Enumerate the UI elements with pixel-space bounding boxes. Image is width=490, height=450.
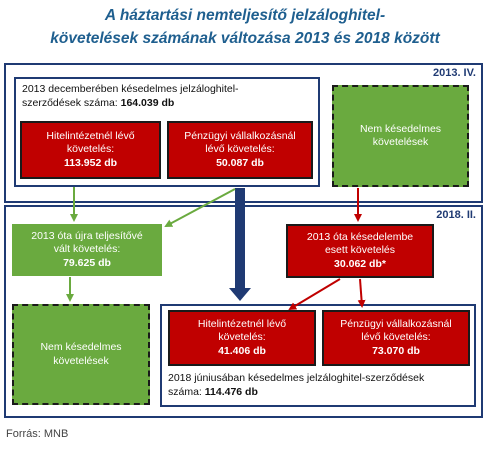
arrow-new-late-to-financial xyxy=(360,279,362,306)
main-flow-arrow xyxy=(229,188,251,301)
period-label-2018: 2018. II. xyxy=(436,209,476,221)
period-label-2013: 2013. IV. xyxy=(432,67,476,79)
financial-enterprise-2018-line-2: lévő követelés: xyxy=(361,331,431,344)
new-late-line-1: 2013 óta késedelembe xyxy=(306,230,414,243)
financial-enterprise-2013-value: 50.087 db xyxy=(216,156,264,169)
not-late-2013-line-1: Nem késedelmes xyxy=(359,122,442,135)
summary-2013-line-1: 2013 decemberében késedelmes jelzáloghitel- xyxy=(22,83,239,95)
arrow-financial-to-performing xyxy=(166,189,235,226)
credit-institution-2018-line-2: követelés: xyxy=(218,331,266,344)
title-line-2: követelések számának változása 2013 és 2018 között xyxy=(50,30,440,47)
financial-enterprise-2013-line-1: Pénzügyi vállalkozásnál xyxy=(184,129,296,142)
summary-2018-value: 114.476 db xyxy=(204,386,258,398)
credit-institution-2018-line-1: Hitelintézetnél lévő xyxy=(197,317,287,330)
credit-institution-2018-value: 41.406 db xyxy=(218,344,266,357)
financial-enterprise-2018-line-1: Pénzügyi vállalkozásnál xyxy=(340,317,452,330)
arrow-new-late-to-credit xyxy=(290,279,340,309)
financial-enterprise-2018-value: 73.070 db xyxy=(372,344,420,357)
credit-institution-2013-value: 113.952 db xyxy=(63,156,118,169)
not-late-2018-line-2: követelések xyxy=(53,354,109,367)
summary-2013-prefix: szerződések száma: xyxy=(22,97,121,109)
credit-institution-2013-line-2: követelés: xyxy=(66,143,115,156)
not-late-2018-line-1: Nem késedelmes xyxy=(40,341,122,353)
performing-again-value: 79.625 db xyxy=(63,256,111,269)
financial-enterprise-2013-line-2: lévő követelés: xyxy=(205,143,275,156)
source-note: Forrás: MNB xyxy=(6,428,69,440)
new-late-value: 30.062 db* xyxy=(334,257,386,270)
performing-again-line-2: vált követelés: xyxy=(53,243,121,256)
not-late-2013-line-2: követelések xyxy=(372,136,429,148)
summary-2018-line-1: 2018 júniusában késedelmes jelzáloghitel-szerződések xyxy=(168,372,425,384)
title-line-1: A háztartási nemteljesítő jelzáloghitel- xyxy=(104,7,386,24)
new-late-line-2: esett követelés xyxy=(324,244,396,257)
credit-institution-2013-line-1: Hitelintézetnél lévő xyxy=(46,129,135,142)
summary-2013-value: 164.039 db xyxy=(120,97,175,109)
performing-again-line-1: 2013 óta újra teljesítővé xyxy=(31,229,143,242)
summary-2018-prefix: száma: xyxy=(168,386,205,398)
